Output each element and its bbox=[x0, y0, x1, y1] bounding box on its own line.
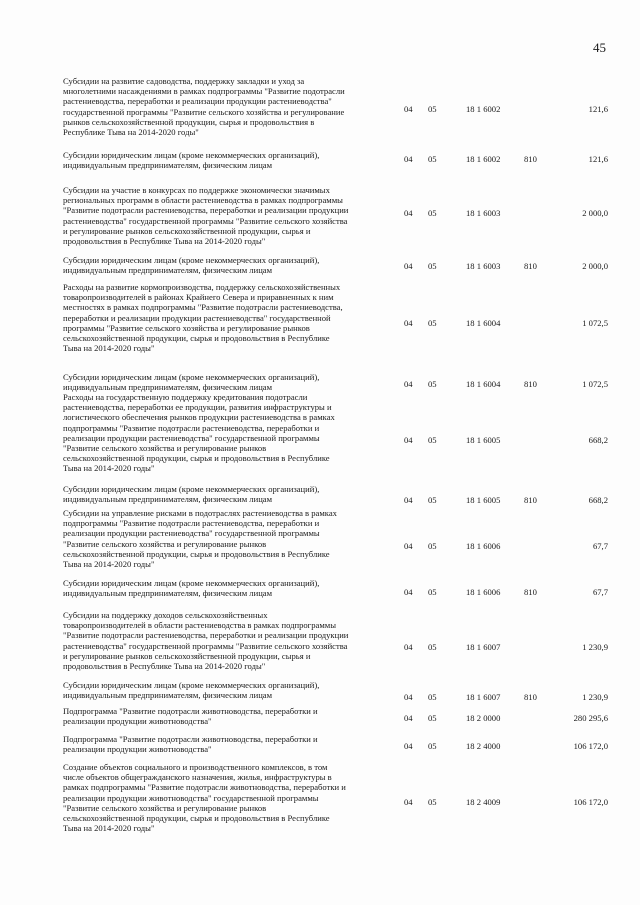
expense-type-code: 810 bbox=[524, 379, 537, 389]
section-code: 04 bbox=[404, 713, 413, 723]
section-code: 04 bbox=[404, 261, 413, 271]
row-description: Субсидии на управление рисками в подотраслях растениеводства в рамках подпрограммы "Развитие подотрасли растениеводства, переработки и реализации продукции растениеводства" государственной программы "Развитие сельского хозяйства и регулирование рынков сельскохозяйственной продукции, сырья и продовольствия в Республике Тыва на 2014-2020 годы" bbox=[63, 508, 337, 570]
target-article-code: 18 1 6003 bbox=[466, 261, 501, 271]
section-code: 04 bbox=[404, 741, 413, 751]
subsection-code: 05 bbox=[428, 261, 437, 271]
row-description: Расходы на государственную поддержку кредитования подотрасли растениеводства, переработки ее продукции, развития инфраструктуры и логистического обеспечения рынков продукции растениеводства в рамках подпрограммы "Развитие подотрасли растениеводства, переработки и реализации продукции растениеводства" государственной программы "Развитие сельского хозяйства и регулирование рынков сельскохозяйственной продукции, сырья и продовольствия в Республике Тыва на 2014-2020 годы" bbox=[63, 392, 335, 474]
row-description: Подпрограмма "Развитие подотрасли животноводства, переработки и реализации продукции животноводства" bbox=[63, 734, 318, 755]
page-number: 45 bbox=[593, 40, 606, 55]
row-description: Субсидии на участие в конкурсах по поддержке экономически значимых региональных программ в области растениеводства в рамках подпрограммы "Развитие подотрасли растениеводства, переработки и реализации продукции растениеводства" государственной программы "Развитие сельского хозяйства и регулирование рынков сельскохозяйственной продукции, сырья и продовольствия в Республике Тыва на 2014-2020 годы" bbox=[63, 185, 349, 247]
row-description: Расходы на развитие кормопроизводства, поддержку сельскохозяйственных товаропроизводителей в районах Крайнего Севера и приравненных к ним местностях в рамках подпрограммы "Развитие подотрасли растениеводства, переработки и реализации продукции растениеводства" государственной программы "Развитие сельского хозяйства и регулирование рынков сельскохозяйственной продукции, сырья и продовольствия в Республике Тыва на 2014-2020 годы" bbox=[63, 282, 343, 354]
target-article-code: 18 1 6003 bbox=[466, 208, 501, 218]
section-code: 04 bbox=[404, 642, 413, 652]
target-article-code: 18 1 6002 bbox=[466, 154, 501, 164]
expense-type-code: 810 bbox=[524, 587, 537, 597]
row-description: Создание объектов социального и производственного комплексов, в том числе объектов общегражданского назначения, жилья, инфраструктуры в рамках подпрограммы "Развитие подотрасли животноводства, переработки и реализации продукции животноводства" государственной программы "Развитие сельского хозяйства и регулирование рынков сельскохозяйственной продукции, сырья и продовольствия в Республике Тыва на 2014-2020 годы" bbox=[63, 762, 346, 834]
subsection-code: 05 bbox=[428, 318, 437, 328]
amount: 1 230,9 bbox=[582, 642, 608, 652]
target-article-code: 18 1 6006 bbox=[466, 587, 501, 597]
target-article-code: 18 1 6005 bbox=[466, 435, 501, 445]
section-code: 04 bbox=[404, 495, 413, 505]
row-description: Субсидии юридическим лицам (кроме некоммерческих организаций), индивидуальным предпринимателям, физическим лицам bbox=[63, 255, 320, 276]
expense-type-code: 810 bbox=[524, 261, 537, 271]
subsection-code: 05 bbox=[428, 741, 437, 751]
amount: 1 072,5 bbox=[582, 379, 608, 389]
row-description: Субсидии юридическим лицам (кроме некоммерческих организаций), индивидуальным предпринимателям, физическим лицам bbox=[63, 578, 320, 599]
target-article-code: 18 1 6005 bbox=[466, 495, 501, 505]
section-code: 04 bbox=[404, 541, 413, 551]
amount: 121,6 bbox=[588, 104, 608, 114]
row-description: Субсидии на поддержку доходов сельскохозяйственных товаропроизводителей в области растениеводства в рамках подпрограммы "Развитие подотрасли растениеводства, переработки и реализации продукции растениеводства" государственной программы "Развитие сельского хозяйства и регулирование рынков сельскохозяйственной продукции, сырья и продовольствия в Республике Тыва на 2014-2020 годы" bbox=[63, 610, 349, 672]
amount: 121,6 bbox=[588, 154, 608, 164]
subsection-code: 05 bbox=[428, 797, 437, 807]
amount: 668,2 bbox=[588, 435, 608, 445]
target-article-code: 18 2 4000 bbox=[466, 741, 501, 751]
row-description: Субсидии юридическим лицам (кроме некоммерческих организаций), индивидуальным предпринимателям, физическим лицам bbox=[63, 372, 320, 393]
amount: 106 172,0 bbox=[573, 741, 608, 751]
section-code: 04 bbox=[404, 797, 413, 807]
amount: 668,2 bbox=[588, 495, 608, 505]
section-code: 04 bbox=[404, 104, 413, 114]
subsection-code: 05 bbox=[428, 713, 437, 723]
section-code: 04 bbox=[404, 692, 413, 702]
subsection-code: 05 bbox=[428, 642, 437, 652]
subsection-code: 05 bbox=[428, 541, 437, 551]
target-article-code: 18 1 6002 bbox=[466, 104, 501, 114]
amount: 67,7 bbox=[592, 541, 608, 551]
section-code: 04 bbox=[404, 208, 413, 218]
row-description: Субсидии на развитие садоводства, поддержку закладки и уход за многолетними насаждениями в рамках подпрограммы "Развитие подотрасли растениеводства, переработки и реализации продукции растениеводства" государственной программы "Развитие сельского хозяйства и регулирование рынков сельскохозяйственной продукции, сырья и продовольствия в Республике Тыва на 2014-2020 годы" bbox=[63, 76, 345, 138]
subsection-code: 05 bbox=[428, 587, 437, 597]
subsection-code: 05 bbox=[428, 104, 437, 114]
section-code: 04 bbox=[404, 379, 413, 389]
subsection-code: 05 bbox=[428, 435, 437, 445]
amount: 1 230,9 bbox=[582, 692, 608, 702]
target-article-code: 18 1 6007 bbox=[466, 642, 501, 652]
subsection-code: 05 bbox=[428, 379, 437, 389]
target-article-code: 18 1 6004 bbox=[466, 379, 501, 389]
target-article-code: 18 1 6006 bbox=[466, 541, 501, 551]
expense-type-code: 810 bbox=[524, 692, 537, 702]
amount: 1 072,5 bbox=[582, 318, 608, 328]
target-article-code: 18 2 4009 bbox=[466, 797, 501, 807]
subsection-code: 05 bbox=[428, 692, 437, 702]
amount: 2 000,0 bbox=[582, 208, 608, 218]
target-article-code: 18 1 6004 bbox=[466, 318, 501, 328]
row-description: Подпрограмма "Развитие подотрасли животноводства, переработки и реализации продукции животноводства" bbox=[63, 706, 318, 727]
row-description: Субсидии юридическим лицам (кроме некоммерческих организаций), индивидуальным предпринимателям, физическим лицам bbox=[63, 680, 320, 701]
subsection-code: 05 bbox=[428, 208, 437, 218]
row-description: Субсидии юридическим лицам (кроме некоммерческих организаций), индивидуальным предпринимателям, физическим лицам bbox=[63, 150, 320, 171]
target-article-code: 18 1 6007 bbox=[466, 692, 501, 702]
subsection-code: 05 bbox=[428, 495, 437, 505]
target-article-code: 18 2 0000 bbox=[466, 713, 501, 723]
amount: 106 172,0 bbox=[573, 797, 608, 807]
section-code: 04 bbox=[404, 435, 413, 445]
subsection-code: 05 bbox=[428, 154, 437, 164]
section-code: 04 bbox=[404, 318, 413, 328]
expense-type-code: 810 bbox=[524, 154, 537, 164]
amount: 280 295,6 bbox=[573, 713, 608, 723]
amount: 2 000,0 bbox=[582, 261, 608, 271]
amount: 67,7 bbox=[592, 587, 608, 597]
expense-type-code: 810 bbox=[524, 495, 537, 505]
section-code: 04 bbox=[404, 587, 413, 597]
section-code: 04 bbox=[404, 154, 413, 164]
row-description: Субсидии юридическим лицам (кроме некоммерческих организаций), индивидуальным предпринимателям, физическим лицам bbox=[63, 484, 320, 505]
